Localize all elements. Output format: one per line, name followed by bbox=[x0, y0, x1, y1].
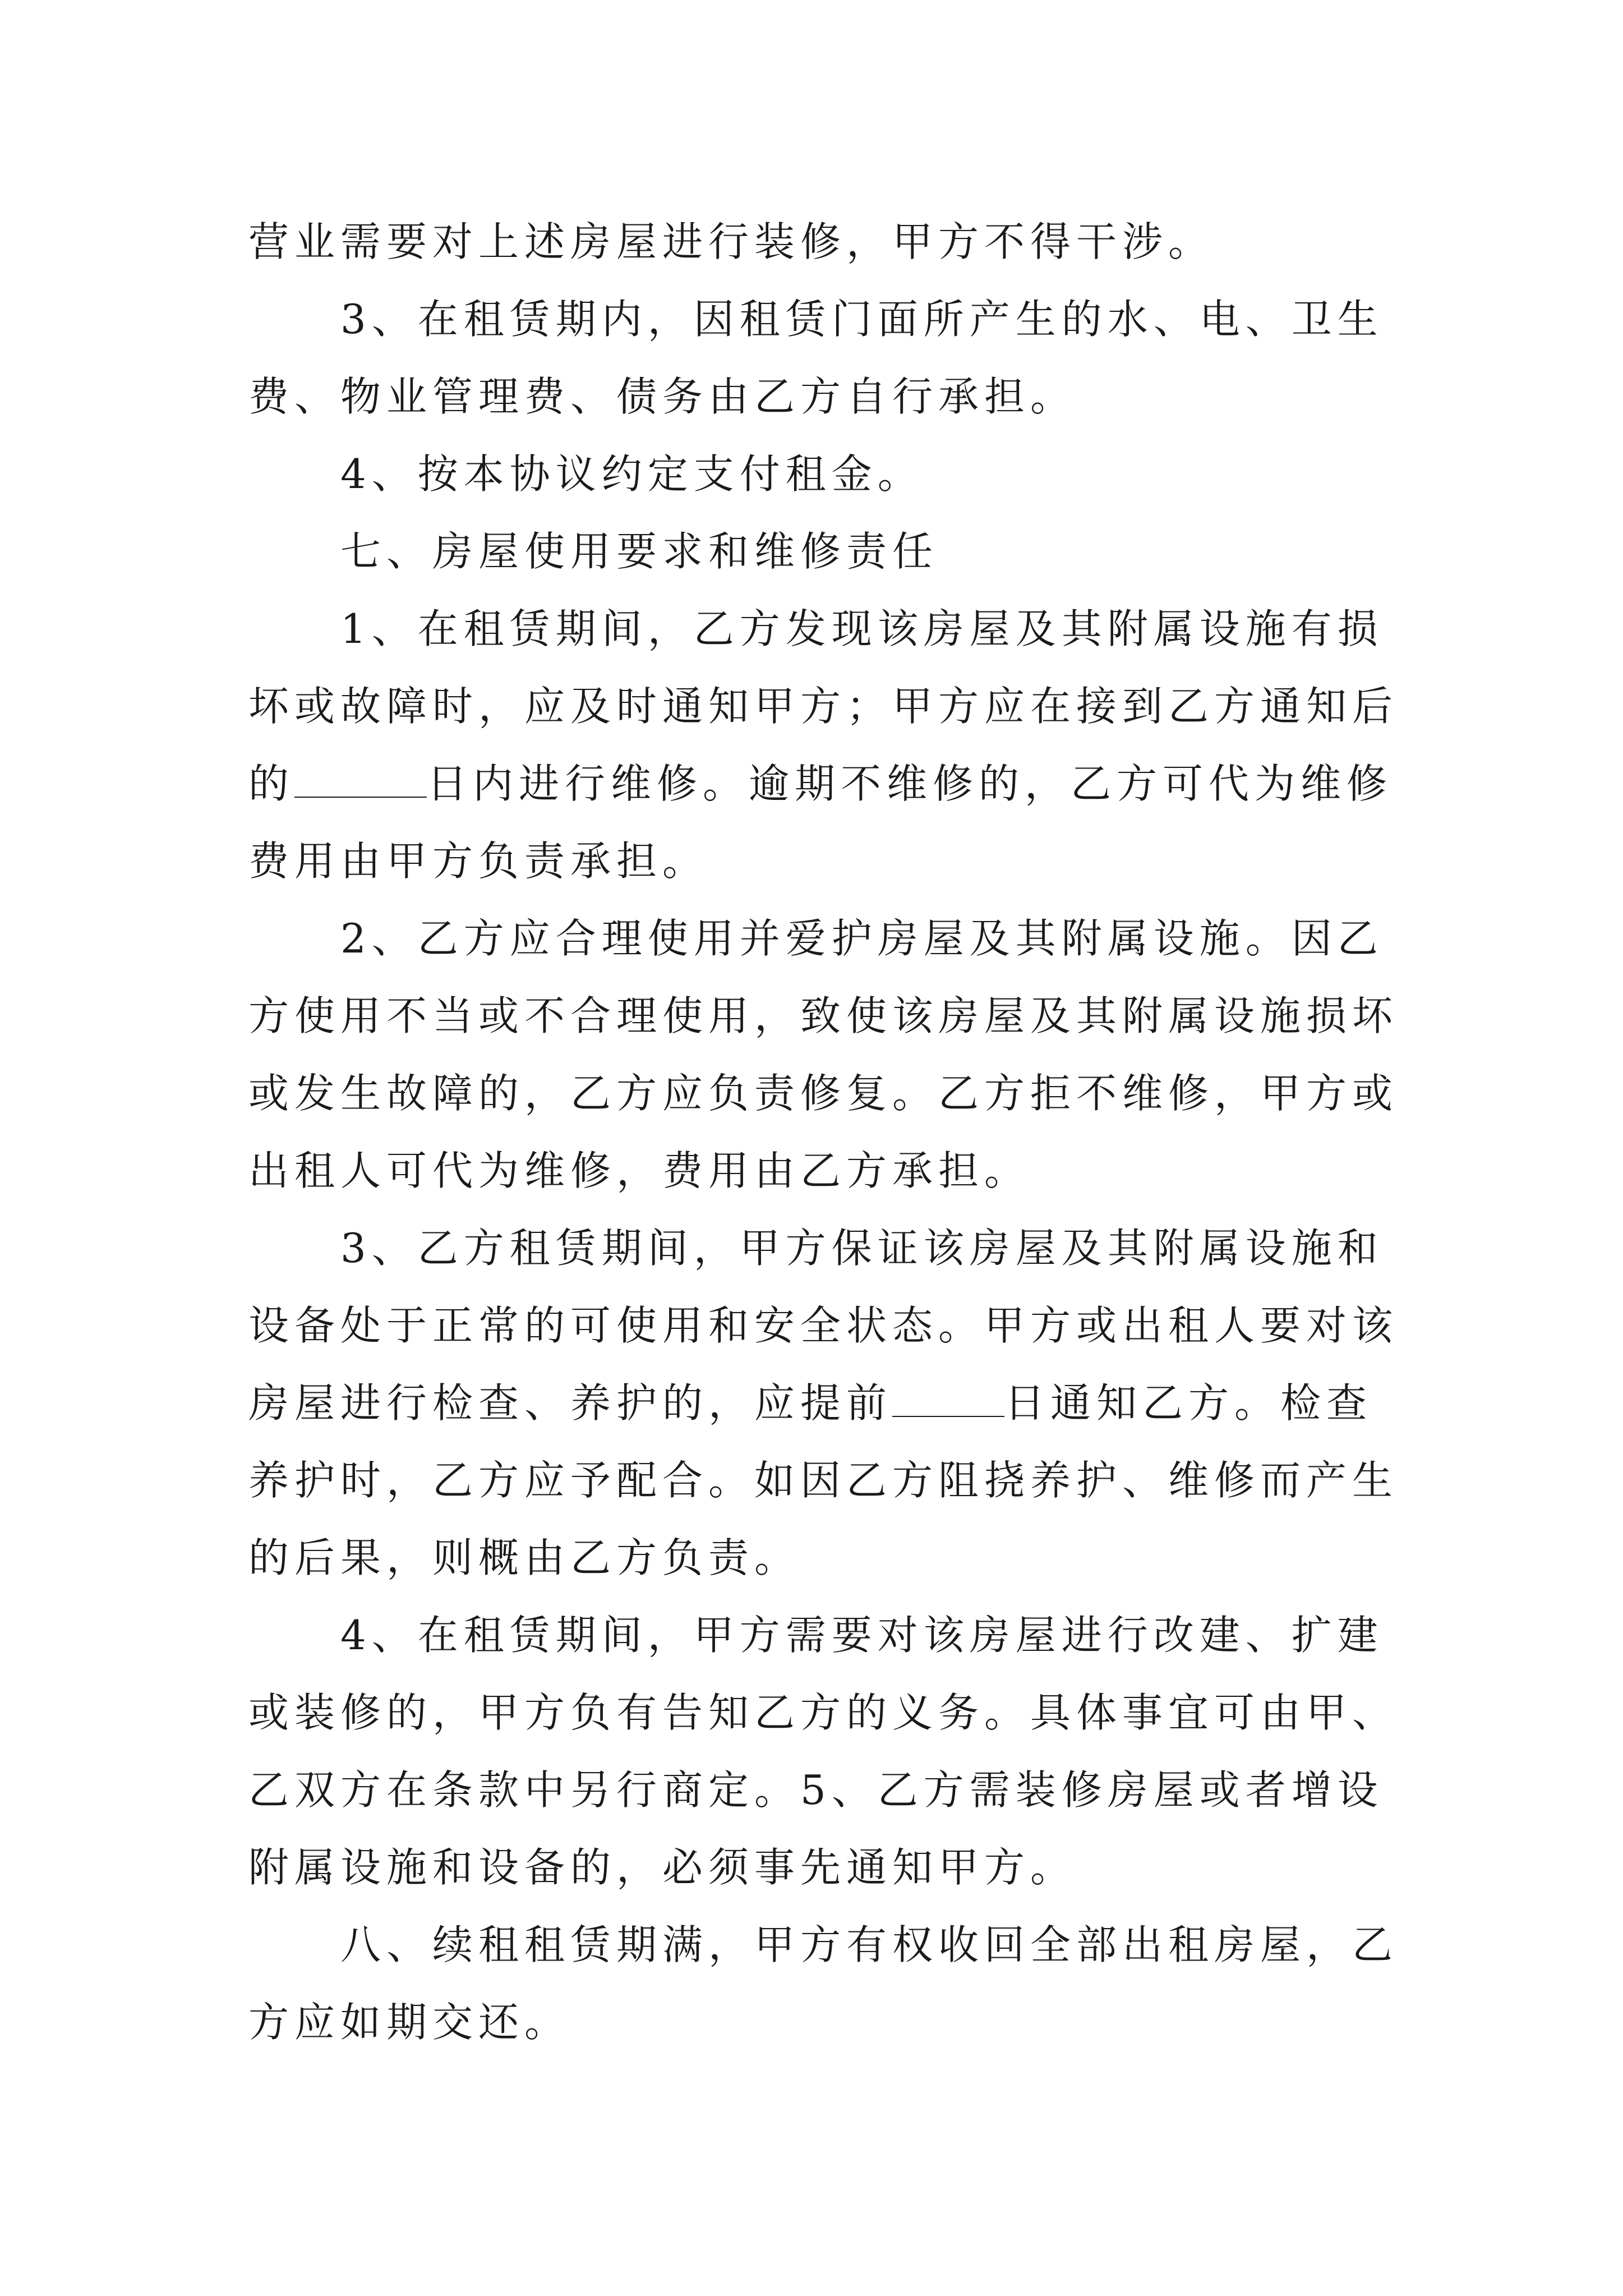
document-body bbox=[248, 203, 1404, 2061]
paragraph-utilities-clause: 3、在租赁期内，因租赁门面所产生的水、电、卫生费、物业管理费、债务由乙方自行承担。 bbox=[248, 296, 1384, 420]
repair-days-blank bbox=[294, 765, 427, 798]
section-heading-lease-renewal: 八、续租租赁期满，甲方有权收回全部出租房屋，乙方应如期交还。 bbox=[248, 1921, 1399, 2046]
paragraph-renovation-continued: 营业需要对上述房屋进行装修，甲方不得干涉。 bbox=[248, 218, 1215, 265]
paragraph-renovation-notice-clause: 4、在租赁期间，甲方需要对该房屋进行改建、扩建或装修的，甲方负有告知乙方的义务。具体事宜可由甲、乙双方在条款中另行商定。5、乙方需装修房屋或者增设附属设施和设备的，必须事先通知甲方。 bbox=[248, 1612, 1399, 1891]
inspection-text-before: 3、乙方租赁期间，甲方保证该房屋及其附属设施和设备处于正常的可使用和安全状态。甲方或出租人要对该房屋进行检查、养护的，应提前 bbox=[248, 1225, 1399, 1427]
inspection-text-after: 日通知乙方。检查养护时，乙方应予配合。如因乙方阻挠养护、维修而产生的后果，则概由乙方负责。 bbox=[248, 1379, 1399, 1581]
inspection-days-blank bbox=[892, 1384, 1004, 1417]
paragraph-rent-payment-clause: 4、按本协议约定支付租金。 bbox=[340, 450, 924, 498]
section-heading-usage-and-repair: 七、房屋使用要求和维修责任 bbox=[340, 528, 939, 575]
paragraph-proper-use-clause: 2、乙方应合理使用并爱护房屋及其附属设施。因乙方使用不当或不合理使用，致使该房屋及其附属设施损坏或发生故障的，乙方应负责修复。乙方拒不维修，甲方或出租人可代为维修，费用由乙方承担。 bbox=[248, 915, 1399, 1194]
repair-notice-text-before: 1、在租赁期间，乙方发现该房屋及其附属设施有损坏或故障时，应及时通知甲方；甲方应在接到乙方通知后的 bbox=[248, 605, 1399, 807]
repair-notice-text-after: 日内进行维修。逾期不维修的，乙方可代为维修费用由甲方负责承担。 bbox=[248, 760, 1393, 885]
paragraph-inspection-clause bbox=[248, 1209, 1404, 1596]
paragraph-repair-notice-clause bbox=[248, 590, 1404, 900]
